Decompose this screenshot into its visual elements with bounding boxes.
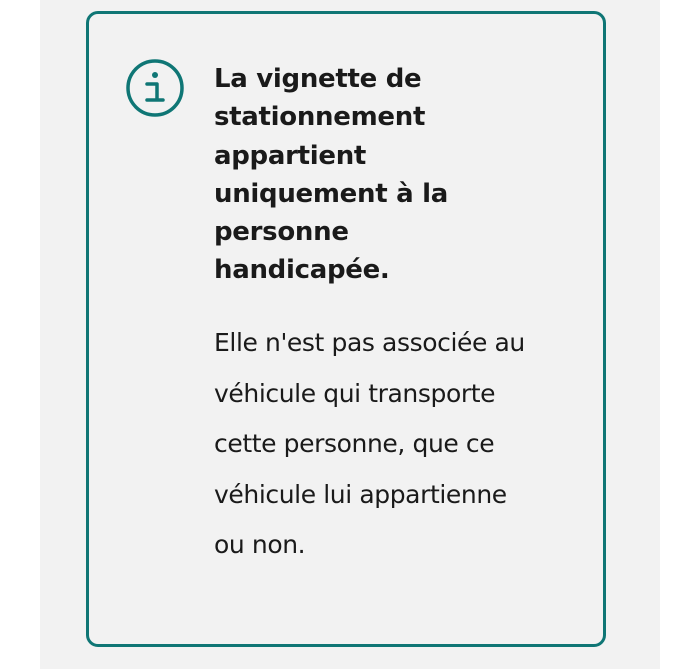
info-icon bbox=[125, 58, 185, 118]
notice-title: La vignette de stationnement appartient uniquement à la personne handicapée. bbox=[214, 64, 448, 286]
info-notice-card bbox=[86, 11, 606, 647]
notice-body: Elle n'est pas associée au véhicule qui transporte cette personne, que ce véhicule lui appartienne ou non. bbox=[214, 328, 525, 559]
